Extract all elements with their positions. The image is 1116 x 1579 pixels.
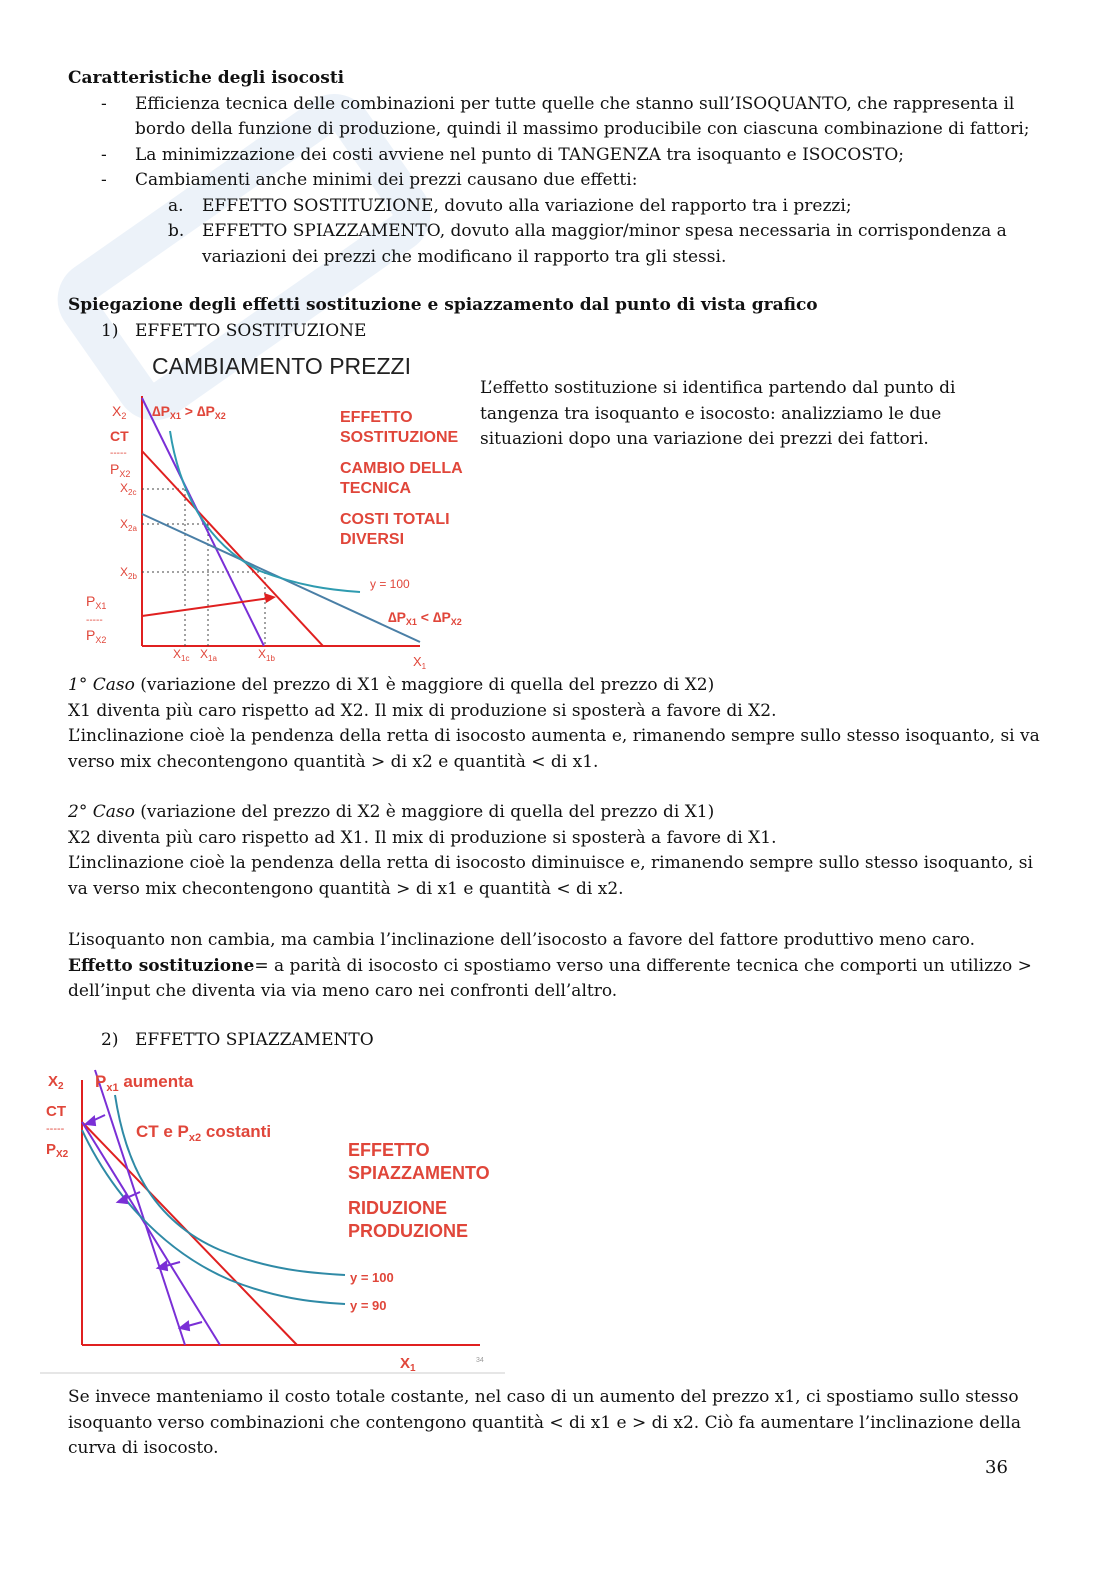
px1-label: $P_{X1}$	[86, 593, 107, 611]
x1a-label: $X_{1a}$	[200, 647, 217, 663]
px1-aumenta-label: $P_{x1}$ aumenta	[95, 1072, 194, 1094]
x1c-label: $X_{1c}$	[173, 647, 190, 663]
y100-label: y = 100	[350, 1270, 394, 1285]
svg-text:TECNICA: TECNICA	[340, 480, 412, 497]
sub-list-item: a. EFFETTO SOSTITUZIONE, dovuto alla variazione del rapporto tra i prezzi;	[168, 195, 852, 216]
ct-label: CT	[46, 1103, 66, 1120]
section-isocosti	[68, 66, 1048, 270]
effetto-sostituzione-def: L’isoquanto non cambia, ma cambia l’inclinazione dell’isocosto a favore del fattore produttivo meno caro. Effetto sostituzione= a parità di isocosto ci spostiamo verso una differente tecnica che comporti un utilizzo > dell’input che diventa via via meno caro nei confronti dell’altro.	[68, 930, 1032, 1001]
delta-top-label: $\Delta P_{X1} > \Delta P_{X2}$	[152, 403, 226, 421]
px2-label: $P_{X2}$	[46, 1141, 69, 1160]
ct-costanti-label: CT e $P_{x2}$ costanti	[136, 1122, 272, 1144]
x2b-label: $X_{2b}$	[120, 565, 137, 581]
final-paragraph: Se invece manteniamo il costo totale costante, nel caso di un aumento del prezzo x1, ci spostiamo sullo stesso isoquanto verso combinazioni che contengono quantità < di x1 e > di x2. Ciò fa aumentare l’inclinazione della curva di isocosto.	[68, 1387, 1021, 1458]
numbered-item: 1) EFFETTO SOSTITUZIONE	[101, 320, 367, 341]
guide-lines	[142, 489, 265, 646]
list-item: - Cambiamenti anche minimi dei prezzi causano due effetti:	[101, 170, 638, 190]
separator: -----	[110, 448, 127, 459]
arrow-line	[142, 598, 270, 616]
slide-number: 34	[476, 1357, 484, 1364]
caso-2: 2° Caso (variazione del prezzo di X2 è maggiore di quella del prezzo di X1) X2 diventa più caro rispetto ad X1. Il mix di produzione si sposterà a favore di X1. L’inclinazione cioè la pendenza della retta di isocosto diminuisce e, rimanendo sempre sullo stesso isoquanto, si va verso mix checontengono quantità > di x1 e quantità < di x2.	[68, 802, 1033, 899]
separator: -----	[86, 615, 103, 626]
x2a-label: $X_{2a}$	[120, 517, 137, 533]
x2c-label: $X_{2c}$	[120, 481, 137, 497]
isocost-parallel-line	[95, 1070, 185, 1345]
svg-text:EFFETTO: EFFETTO	[348, 1140, 430, 1160]
section-title: Spiegazione degli effetti sostituzione e spiazzamento dal punto di vista grafico	[68, 295, 818, 315]
isocost-line	[142, 451, 323, 646]
section-title: Caratteristiche degli isocosti	[68, 68, 345, 88]
svg-text:EFFETTO: EFFETTO	[340, 409, 413, 426]
chart-effect-labels	[348, 1140, 490, 1241]
section-grafico	[68, 293, 1048, 344]
ct-label: CT	[110, 428, 129, 444]
page-number: 36	[985, 1457, 1008, 1478]
px2-label: $P_{X2}$	[110, 461, 131, 479]
y100-label: y = 100	[370, 577, 410, 591]
list-item: - La minimizzazione dei costi avviene nel punto di TANGENZA tra isoquanto e ISOCOSTO;	[101, 144, 904, 165]
caso-1: 1° Caso (variazione del prezzo di X1 è maggiore di quella del prezzo di X2) X1 diventa più caro rispetto ad X2. Il mix di produzione si sposterà a favore di X2. L’inclinazione cioè la pendenza della retta di isocosto aumenta e, rimanendo sempre sullo stesso isoquanto, si va verso mix checontengono quantità > di x2 e quantità < di x1.	[68, 675, 1040, 772]
chart-spiazzamento	[40, 1060, 510, 1378]
svg-text:COSTI TOTALI: COSTI TOTALI	[340, 511, 450, 528]
chart-title: CAMBIAMENTO PREZZI	[152, 353, 411, 379]
y-axis-label: $X_2$	[48, 1073, 64, 1092]
y90-label: y = 90	[350, 1298, 387, 1313]
svg-text:CAMBIO DELLA: CAMBIO DELLA	[340, 460, 463, 477]
svg-text:SPIAZZAMENTO: SPIAZZAMENTO	[348, 1163, 490, 1183]
list-item: - Efficienza tecnica delle combinazioni per tutte quelle che stanno sull’ISOQUANTO, che rappresenta il bordo della funzione di produzione, quindi il massimo producibile con ciascuna combinazione di fattori;	[101, 93, 1030, 139]
chart-cambiamento-prezzi	[80, 346, 480, 671]
chart-side-text: L’effetto sostituzione si identifica partendo dal punto di tangenza tra isoquanto e isocosto: analizziamo le due situazioni dopo una variazione dei prezzi dei fattori.	[480, 378, 956, 449]
chart-effect-labels	[340, 409, 463, 548]
isocost-new-line	[82, 1122, 220, 1345]
svg-text:SOSTITUZIONE: SOSTITUZIONE	[340, 429, 459, 446]
svg-text:PRODUZIONE: PRODUZIONE	[348, 1221, 469, 1241]
separator: -----	[46, 1123, 65, 1135]
delta-bottom-label: $\Delta P_{X1} < \Delta P_{X2}$	[388, 609, 462, 627]
x-axis-label: $X_1$	[413, 654, 427, 671]
x-axis-label: $X_1$	[400, 1355, 416, 1374]
numbered-item-2: 2) EFFETTO SPIAZZAMENTO	[101, 1030, 374, 1050]
y-axis-label: $X_2$	[112, 403, 127, 421]
svg-text:DIVERSI: DIVERSI	[340, 531, 405, 548]
isoquant-y90	[82, 1130, 345, 1304]
svg-text:RIDUZIONE: RIDUZIONE	[348, 1198, 447, 1218]
px2-label-bottom: $P_{X2}$	[86, 627, 107, 645]
x1b-label: $X_{1b}$	[258, 647, 275, 663]
sub-list-item: b. EFFETTO SPIAZZAMENTO, dovuto alla maggior/minor spesa necessaria in corrispondenza a variazioni dei prezzi che modificano il rapporto tra gli stessi.	[168, 221, 1007, 267]
